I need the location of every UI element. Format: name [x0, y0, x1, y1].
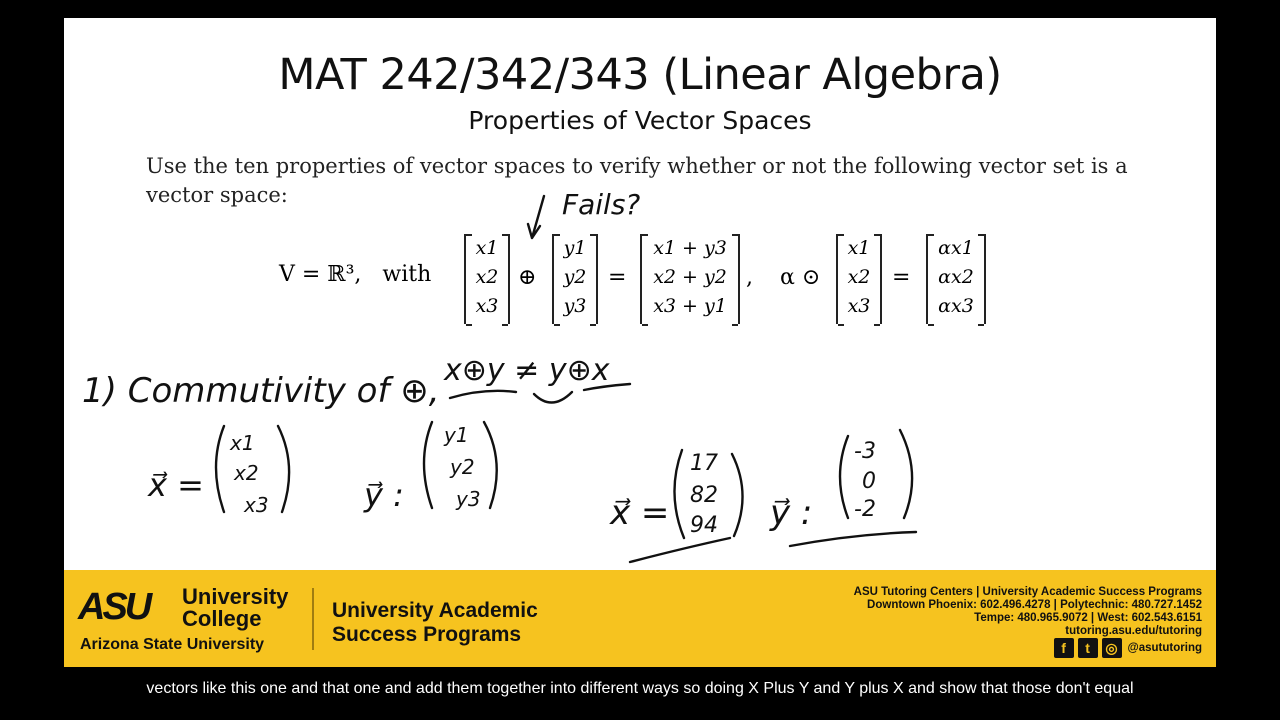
x-entry: x1 [230, 431, 255, 455]
bracket-left [674, 450, 684, 538]
matrix-cell: x3 [847, 295, 871, 317]
underline-scribble [450, 384, 630, 398]
y-example-label: y⃗ : [770, 493, 813, 533]
equals-sign: = [608, 265, 627, 290]
contact-line: Tempe: 480.965.9072 | West: 602.543.6151 [974, 612, 1202, 624]
x-example-entry: 17 [690, 451, 718, 476]
x-example-entry: 94 [690, 513, 718, 538]
x-entry: x2 [234, 461, 259, 485]
social-links [1054, 638, 1202, 658]
with-label: with [382, 262, 432, 287]
matrix-cell: αx3 [938, 295, 974, 317]
matrix-cell: x1 + y3 [653, 237, 727, 259]
bracket-right [900, 430, 912, 518]
matrix-cell: x2 + y2 [653, 266, 727, 288]
program-name-line1: University Academic [332, 599, 538, 622]
commutativity-statement: x⊕y ≠ y⊕x [444, 353, 610, 388]
asu-logo: ASU [78, 586, 150, 628]
bracket-left [840, 436, 848, 518]
college-name-line2: College [182, 606, 262, 631]
contact-line: ASU Tutoring Centers | University Academic Success Programs [853, 586, 1202, 598]
bracket-right [484, 422, 497, 508]
footer-banner [64, 570, 1216, 667]
underline-scribble [630, 538, 730, 562]
matrix-cell: y3 [563, 295, 587, 317]
matrix-sum-result [640, 234, 740, 324]
facebook-icon[interactable]: f [1054, 638, 1074, 658]
bracket-left [424, 422, 432, 508]
matrix-cell: αx1 [938, 237, 974, 259]
slide-title: MAT 242/342/343 (Linear Algebra) [278, 50, 1002, 100]
space-definition: V = ℝ³, [279, 262, 362, 287]
matrix-cell: αx2 [938, 266, 974, 288]
property-heading: 1) Commutivity of ⊕, [82, 371, 440, 411]
college-name-line1: University [182, 584, 289, 609]
underline-scribble [790, 532, 916, 546]
tutoring-url[interactable]: tutoring.asu.edu/tutoring [1065, 625, 1202, 637]
footer-divider [312, 588, 314, 650]
y-entry: y2 [450, 455, 475, 479]
x-vector-label: x⃗ = [148, 466, 204, 504]
equals-sign: = [892, 265, 911, 290]
problem-statement: Use the ten properties of vector spaces to verify whether or not the following vector set is a vector space: [146, 154, 1128, 207]
matrix-cell: x3 [475, 295, 499, 317]
social-handle[interactable]: @asututoring [1127, 642, 1202, 654]
y-example-entry: -3 [854, 439, 876, 464]
matrix-scalar-input [836, 234, 882, 324]
matrix-cell: x2 [475, 266, 499, 288]
y-vector-label: y⃗ : [364, 476, 404, 514]
program-name-line2: Success Programs [332, 623, 522, 646]
fails-note: Fails? [562, 188, 641, 221]
matrix-cell: x1 [847, 237, 871, 259]
matrix-cell: x1 [475, 237, 499, 259]
slide [64, 18, 1216, 570]
matrix-cell: y1 [563, 237, 587, 259]
twitter-icon[interactable]: t [1078, 638, 1098, 658]
y-entry: y1 [444, 423, 469, 447]
bracket-right [732, 454, 743, 536]
y-example-entry: 0 [862, 469, 876, 494]
bracket-left [216, 426, 224, 512]
matrix-cell: x2 [847, 266, 871, 288]
contact-line: Downtown Phoenix: 602.496.4278 | Polytechnic: 480.727.1452 [867, 599, 1202, 611]
bracket-right [278, 426, 289, 512]
video-caption: vectors like this one and that one and add them together into different ways so doing X Plus Y and Y plus X and show that those don't equal [146, 680, 1134, 697]
matrix-cell: x3 + y1 [653, 295, 727, 317]
equation-lhs [279, 262, 431, 287]
oplus-operator: ⊕ [518, 265, 537, 290]
x-entry: x3 [244, 493, 269, 517]
x-example-label: x⃗ = [610, 493, 670, 533]
matrix-x [464, 234, 510, 324]
x-example-entry: 82 [690, 483, 718, 508]
comma: , [746, 265, 753, 290]
matrix-cell: y2 [563, 266, 587, 288]
matrix-scalar-result [926, 234, 986, 324]
alpha-odot-operator: α ⊙ [780, 265, 821, 290]
instagram-icon[interactable]: ◎ [1102, 638, 1122, 658]
y-example-entry: -2 [854, 497, 876, 522]
y-entry: y3 [456, 487, 481, 511]
matrix-y [552, 234, 598, 324]
swap-arc [534, 392, 572, 403]
university-name: Arizona State University [80, 636, 265, 653]
slide-subtitle: Properties of Vector Spaces [468, 106, 812, 135]
